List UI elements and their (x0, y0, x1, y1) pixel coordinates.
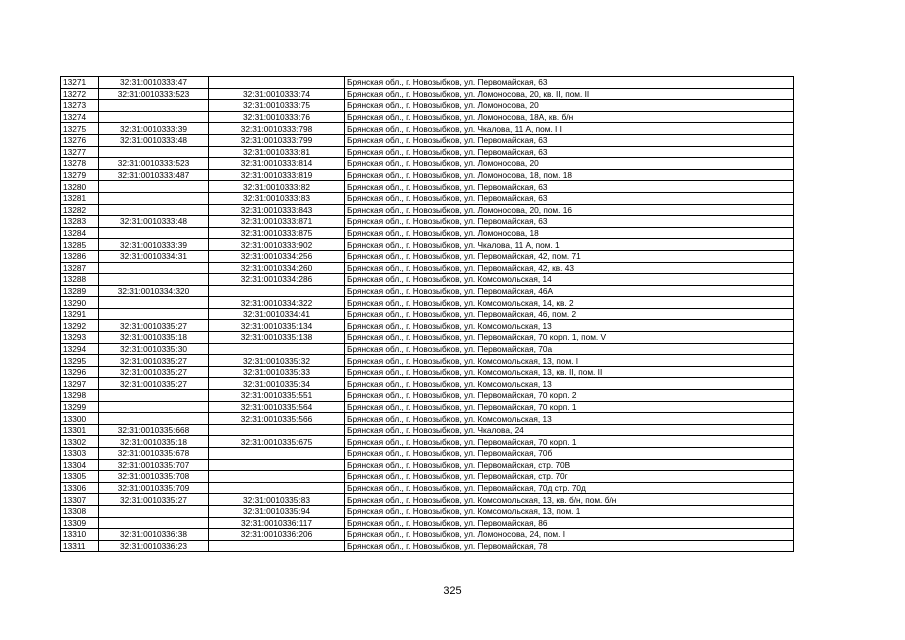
parent-cadastral-number-cell: 32:31:0010335:27 (99, 366, 209, 378)
parent-cadastral-number-cell: 32:31:0010334:31 (99, 250, 209, 262)
address-cell: Брянская обл., г. Новозыбков, ул. Первомайская, 86 (345, 517, 794, 529)
parent-cadastral-number-cell: 32:31:0010335:27 (99, 494, 209, 506)
cadastral-number-cell: 32:31:0010333:798 (209, 123, 345, 135)
row-number-cell: 13271 (61, 77, 99, 89)
address-cell: Брянская обл., г. Новозыбков, ул. Ломоносова, 20 (345, 100, 794, 112)
cadastral-number-cell: 32:31:0010333:799 (209, 134, 345, 146)
cadastral-number-cell: 32:31:0010335:564 (209, 401, 345, 413)
address-cell: Брянская обл., г. Новозыбков, ул. Первомайская, стр. 70г (345, 471, 794, 483)
row-number-cell: 13288 (61, 274, 99, 286)
address-cell: Брянская обл., г. Новозыбков, ул. Первомайская, 63 (345, 216, 794, 228)
parent-cadastral-number-cell (99, 413, 209, 425)
parent-cadastral-number-cell: 32:31:0010335:27 (99, 355, 209, 367)
table-row (61, 540, 794, 552)
parent-cadastral-number-cell: 32:31:0010335:708 (99, 471, 209, 483)
row-number-cell: 13278 (61, 158, 99, 170)
address-cell: Брянская обл., г. Новозыбков, ул. Комсомольская, 13 (345, 378, 794, 390)
cadastral-number-cell (209, 540, 345, 552)
parent-cadastral-number-cell: 32:31:0010333:487 (99, 169, 209, 181)
parent-cadastral-number-cell (99, 204, 209, 216)
row-number-cell: 13305 (61, 471, 99, 483)
cadastral-number-cell (209, 424, 345, 436)
address-cell: Брянская обл., г. Новозыбков, ул. Первомайская, 63 (345, 146, 794, 158)
table-row (61, 239, 794, 251)
address-cell: Брянская обл., г. Новозыбков, ул. Первомайская, 70 корп. 2 (345, 390, 794, 402)
parent-cadastral-number-cell (99, 517, 209, 529)
cadastral-number-cell: 32:31:0010335:566 (209, 413, 345, 425)
address-cell: Брянская обл., г. Новозыбков, ул. Ломоносова, 18 (345, 227, 794, 239)
address-cell: Брянская обл., г. Новозыбков, ул. Ломоносова, 20, пом. 16 (345, 204, 794, 216)
address-cell: Брянская обл., г. Новозыбков, ул. Первомайская, 70б (345, 448, 794, 460)
address-cell: Брянская обл., г. Новозыбков, ул. Комсомольская, 13, пом. 1 (345, 505, 794, 517)
address-cell: Брянская обл., г. Новозыбков, ул. Первомайская, 78 (345, 540, 794, 552)
table-row (61, 482, 794, 494)
row-number-cell: 13304 (61, 459, 99, 471)
cadastral-number-cell: 32:31:0010333:843 (209, 204, 345, 216)
table-row (61, 146, 794, 158)
cadastral-number-cell: 32:31:0010335:34 (209, 378, 345, 390)
cadastral-number-cell: 32:31:0010334:260 (209, 262, 345, 274)
cadastral-number-cell: 32:31:0010334:286 (209, 274, 345, 286)
row-number-cell: 13289 (61, 285, 99, 297)
table-row (61, 459, 794, 471)
cadastral-number-cell: 32:31:0010333:82 (209, 181, 345, 193)
row-number-cell: 13306 (61, 482, 99, 494)
address-cell: Брянская обл., г. Новозыбков, ул. Ломоносова, 18А, кв. б/н (345, 111, 794, 123)
cadastral-number-cell (209, 285, 345, 297)
row-number-cell: 13273 (61, 100, 99, 112)
row-number-cell: 13283 (61, 216, 99, 228)
row-number-cell: 13297 (61, 378, 99, 390)
parent-cadastral-number-cell: 32:31:0010333:39 (99, 239, 209, 251)
parent-cadastral-number-cell (99, 262, 209, 274)
cadastral-number-cell: 32:31:0010334:322 (209, 297, 345, 309)
property-table-body (61, 77, 794, 552)
address-cell: Брянская обл., г. Новозыбков, ул. Первомайская, 63 (345, 192, 794, 204)
address-cell: Брянская обл., г. Новозыбков, ул. Ломоносова, 20 (345, 158, 794, 170)
cadastral-number-cell: 32:31:0010335:551 (209, 390, 345, 402)
cadastral-number-cell: 32:31:0010335:138 (209, 332, 345, 344)
cadastral-number-cell (209, 459, 345, 471)
cadastral-number-cell: 32:31:0010333:902 (209, 239, 345, 251)
row-number-cell: 13284 (61, 227, 99, 239)
row-number-cell: 13279 (61, 169, 99, 181)
table-row (61, 366, 794, 378)
cadastral-number-cell: 32:31:0010333:875 (209, 227, 345, 239)
parent-cadastral-number-cell: 32:31:0010335:27 (99, 320, 209, 332)
address-cell: Брянская обл., г. Новозыбков, ул. Первомайская, 70 корп. 1 (345, 401, 794, 413)
parent-cadastral-number-cell: 32:31:0010335:18 (99, 436, 209, 448)
cadastral-number-cell (209, 448, 345, 460)
table-row (61, 111, 794, 123)
cadastral-number-cell: 32:31:0010335:83 (209, 494, 345, 506)
address-cell: Брянская обл., г. Новозыбков, ул. Первомайская, 63 (345, 77, 794, 89)
table-row (61, 471, 794, 483)
table-row (61, 134, 794, 146)
address-cell: Брянская обл., г. Новозыбков, ул. Первомайская, 42, пом. 71 (345, 250, 794, 262)
address-cell: Брянская обл., г. Новозыбков, ул. Первомайская, 70 корп. 1, пом. V (345, 332, 794, 344)
address-cell: Брянская обл., г. Новозыбков, ул. Первомайская, 46А (345, 285, 794, 297)
address-cell: Брянская обл., г. Новозыбков, ул. Комсомольская, 13 (345, 413, 794, 425)
parent-cadastral-number-cell: 32:31:0010335:30 (99, 343, 209, 355)
table-row (61, 343, 794, 355)
cadastral-number-cell: 32:31:0010333:75 (209, 100, 345, 112)
parent-cadastral-number-cell (99, 192, 209, 204)
row-number-cell: 13298 (61, 390, 99, 402)
table-row (61, 297, 794, 309)
address-cell: Брянская обл., г. Новозыбков, ул. Первомайская, 42, кв. 43 (345, 262, 794, 274)
row-number-cell: 13307 (61, 494, 99, 506)
cadastral-number-cell (209, 343, 345, 355)
address-cell: Брянская обл., г. Новозыбков, ул. Комсомольская, 13 (345, 320, 794, 332)
table-row (61, 169, 794, 181)
cadastral-number-cell: 32:31:0010335:32 (209, 355, 345, 367)
cadastral-number-cell (209, 482, 345, 494)
table-row (61, 88, 794, 100)
table-row (61, 216, 794, 228)
row-number-cell: 13285 (61, 239, 99, 251)
address-cell: Брянская обл., г. Новозыбков, ул. Первомайская, 46, пом. 2 (345, 308, 794, 320)
row-number-cell: 13286 (61, 250, 99, 262)
table-row (61, 448, 794, 460)
cadastral-number-cell: 32:31:0010333:819 (209, 169, 345, 181)
cadastral-number-cell: 32:31:0010335:33 (209, 366, 345, 378)
parent-cadastral-number-cell: 32:31:0010333:523 (99, 158, 209, 170)
cadastral-number-cell (209, 77, 345, 89)
address-cell: Брянская обл., г. Новозыбков, ул. Чкалова, 24 (345, 424, 794, 436)
parent-cadastral-number-cell (99, 401, 209, 413)
parent-cadastral-number-cell (99, 100, 209, 112)
table-row (61, 77, 794, 89)
table-row (61, 494, 794, 506)
table-row (61, 123, 794, 135)
table-row (61, 227, 794, 239)
table-row (61, 250, 794, 262)
table-row (61, 308, 794, 320)
table-row (61, 413, 794, 425)
page-number: 325 (443, 585, 462, 597)
cadastral-number-cell: 32:31:0010333:74 (209, 88, 345, 100)
table-row (61, 378, 794, 390)
table-row (61, 100, 794, 112)
parent-cadastral-number-cell: 32:31:0010335:18 (99, 332, 209, 344)
row-number-cell: 13276 (61, 134, 99, 146)
address-cell: Брянская обл., г. Новозыбков, ул. Первомайская, 70 корп. 1 (345, 436, 794, 448)
row-number-cell: 13295 (61, 355, 99, 367)
table-row (61, 436, 794, 448)
row-number-cell: 13301 (61, 424, 99, 436)
table-row (61, 181, 794, 193)
row-number-cell: 13282 (61, 204, 99, 216)
address-cell: Брянская обл., г. Новозыбков, ул. Ломоносова, 18, пом. 18 (345, 169, 794, 181)
cadastral-number-cell: 32:31:0010333:81 (209, 146, 345, 158)
address-cell: Брянская обл., г. Новозыбков, ул. Первомайская, 70а (345, 343, 794, 355)
row-number-cell: 13311 (61, 540, 99, 552)
parent-cadastral-number-cell: 32:31:0010334:320 (99, 285, 209, 297)
cadastral-number-cell: 32:31:0010335:675 (209, 436, 345, 448)
table-row (61, 262, 794, 274)
property-table (60, 76, 794, 552)
address-cell: Брянская обл., г. Новозыбков, ул. Первомайская, 63 (345, 134, 794, 146)
cadastral-number-cell (209, 471, 345, 483)
table-row (61, 204, 794, 216)
row-number-cell: 13292 (61, 320, 99, 332)
parent-cadastral-number-cell: 32:31:0010335:678 (99, 448, 209, 460)
row-number-cell: 13274 (61, 111, 99, 123)
address-cell: Брянская обл., г. Новозыбков, ул. Комсомольская, 13, кв. II, пом. II (345, 366, 794, 378)
row-number-cell: 13309 (61, 517, 99, 529)
parent-cadastral-number-cell (99, 505, 209, 517)
table-row (61, 529, 794, 541)
row-number-cell: 13277 (61, 146, 99, 158)
cadastral-number-cell: 32:31:0010334:256 (209, 250, 345, 262)
table-row (61, 424, 794, 436)
cadastral-number-cell: 32:31:0010333:76 (209, 111, 345, 123)
parent-cadastral-number-cell (99, 181, 209, 193)
parent-cadastral-number-cell (99, 227, 209, 239)
cadastral-number-cell: 32:31:0010333:871 (209, 216, 345, 228)
table-row (61, 274, 794, 286)
parent-cadastral-number-cell (99, 274, 209, 286)
row-number-cell: 13275 (61, 123, 99, 135)
row-number-cell: 13287 (61, 262, 99, 274)
parent-cadastral-number-cell: 32:31:0010335:709 (99, 482, 209, 494)
address-cell: Брянская обл., г. Новозыбков, ул. Комсомольская, 14 (345, 274, 794, 286)
address-cell: Брянская обл., г. Новозыбков, ул. Ломоносова, 24, пом. I (345, 529, 794, 541)
parent-cadastral-number-cell: 32:31:0010336:38 (99, 529, 209, 541)
address-cell: Брянская обл., г. Новозыбков, ул. Первомайская, стр. 70В (345, 459, 794, 471)
parent-cadastral-number-cell (99, 297, 209, 309)
parent-cadastral-number-cell: 32:31:0010333:523 (99, 88, 209, 100)
parent-cadastral-number-cell (99, 390, 209, 402)
table-row (61, 320, 794, 332)
cadastral-number-cell: 32:31:0010335:94 (209, 505, 345, 517)
table-row (61, 390, 794, 402)
row-number-cell: 13293 (61, 332, 99, 344)
row-number-cell: 13300 (61, 413, 99, 425)
table-row (61, 158, 794, 170)
address-cell: Брянская обл., г. Новозыбков, ул. Чкалова, 11 А, пом. 1 (345, 239, 794, 251)
table-row (61, 401, 794, 413)
parent-cadastral-number-cell (99, 111, 209, 123)
parent-cadastral-number-cell: 32:31:0010335:27 (99, 378, 209, 390)
address-cell: Брянская обл., г. Новозыбков, ул. Комсомольская, 13, кв. б/н, пом. б/н (345, 494, 794, 506)
table-row (61, 285, 794, 297)
row-number-cell: 13294 (61, 343, 99, 355)
parent-cadastral-number-cell: 32:31:0010336:23 (99, 540, 209, 552)
address-cell: Брянская обл., г. Новозыбков, ул. Комсомольская, 14, кв. 2 (345, 297, 794, 309)
row-number-cell: 13272 (61, 88, 99, 100)
row-number-cell: 13308 (61, 505, 99, 517)
parent-cadastral-number-cell: 32:31:0010333:47 (99, 77, 209, 89)
row-number-cell: 13296 (61, 366, 99, 378)
cadastral-number-cell: 32:31:0010333:814 (209, 158, 345, 170)
cadastral-number-cell: 32:31:0010335:134 (209, 320, 345, 332)
cadastral-number-cell: 32:31:0010333:83 (209, 192, 345, 204)
address-cell: Брянская обл., г. Новозыбков, ул. Ломоносова, 20, кв. II, пом. II (345, 88, 794, 100)
parent-cadastral-number-cell: 32:31:0010335:707 (99, 459, 209, 471)
parent-cadastral-number-cell: 32:31:0010333:48 (99, 216, 209, 228)
parent-cadastral-number-cell: 32:31:0010333:48 (99, 134, 209, 146)
table-row (61, 517, 794, 529)
address-cell: Брянская обл., г. Новозыбков, ул. Первомайская, 63 (345, 181, 794, 193)
table-row (61, 332, 794, 344)
row-number-cell: 13310 (61, 529, 99, 541)
address-cell: Брянская обл., г. Новозыбков, ул. Комсомольская, 13, пом. I (345, 355, 794, 367)
row-number-cell: 13281 (61, 192, 99, 204)
parent-cadastral-number-cell: 32:31:0010335:668 (99, 424, 209, 436)
table-row (61, 355, 794, 367)
row-number-cell: 13302 (61, 436, 99, 448)
address-cell: Брянская обл., г. Новозыбков, ул. Чкалова, 11 А, пом. I I (345, 123, 794, 135)
parent-cadastral-number-cell (99, 146, 209, 158)
table-row (61, 505, 794, 517)
row-number-cell: 13299 (61, 401, 99, 413)
cadastral-number-cell: 32:31:0010336:117 (209, 517, 345, 529)
row-number-cell: 13280 (61, 181, 99, 193)
address-cell: Брянская обл., г. Новозыбков, ул. Первомайская, 70д стр. 70д (345, 482, 794, 494)
cadastral-number-cell: 32:31:0010336:206 (209, 529, 345, 541)
cadastral-number-cell: 32:31:0010334:41 (209, 308, 345, 320)
parent-cadastral-number-cell: 32:31:0010333:39 (99, 123, 209, 135)
row-number-cell: 13291 (61, 308, 99, 320)
row-number-cell: 13303 (61, 448, 99, 460)
row-number-cell: 13290 (61, 297, 99, 309)
table-row (61, 192, 794, 204)
parent-cadastral-number-cell (99, 308, 209, 320)
